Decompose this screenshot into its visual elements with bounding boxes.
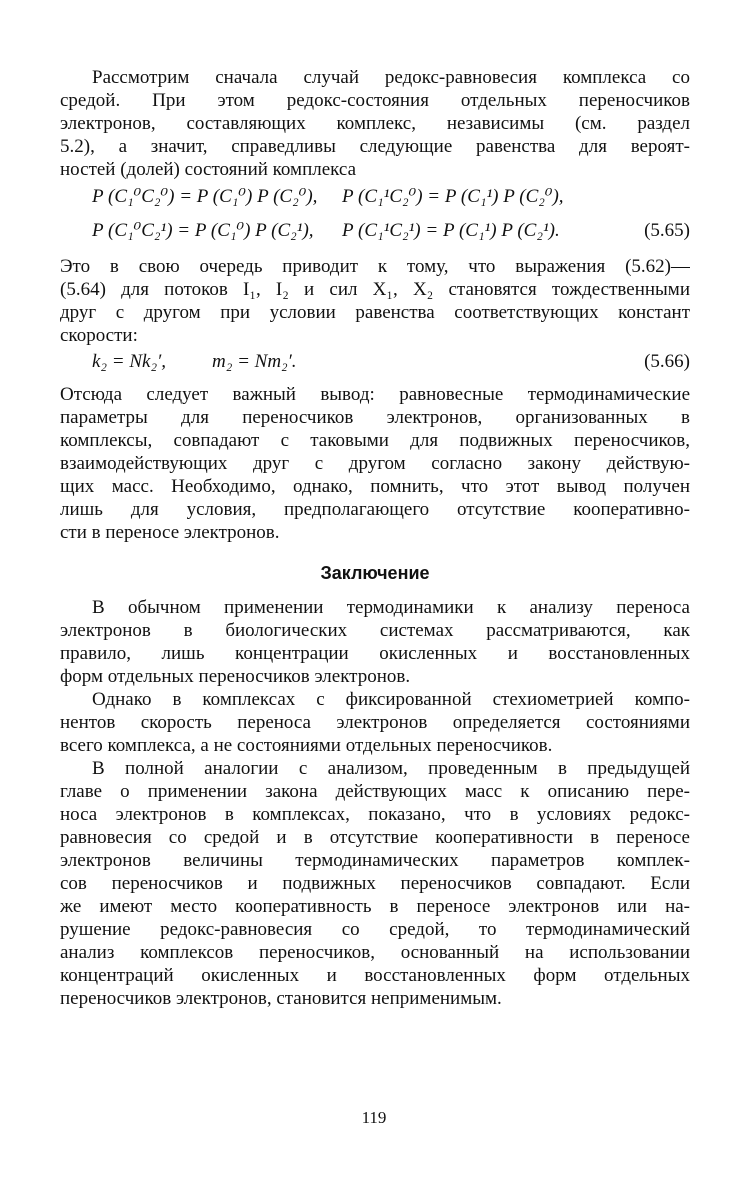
text-line: форм отдельных переносчиков электронов. [60, 666, 411, 687]
section-heading: Заключение [320, 563, 430, 583]
text-line: всего комплекса, а не состояниями отдельных переносчиков. [60, 735, 553, 756]
text-line: сов переносчиков и подвижных переносчиков совпадают. Если [60, 873, 690, 894]
text-line: параметры для переносчиков электронов, организованных в [60, 407, 690, 428]
equation-5-65-row1-left: P (C₁⁰C₂⁰) = P (C₁⁰) P (C₂⁰), [92, 186, 318, 207]
equation-5-65-row2-left: P (C₁⁰C₂¹) = P (C₁⁰) P (C₂¹), [92, 220, 314, 241]
equation-5-66-right: m₂ = Nm₂′. [212, 351, 297, 372]
text-line: Отсюда следует важный вывод: равновесные термодинамические [60, 384, 690, 405]
equation-number-5-65: (5.65) [644, 220, 690, 241]
equation-5-65-row1-right: P (C₁¹C₂⁰) = P (C₁¹) P (C₂⁰), [342, 186, 564, 207]
text-line: сти в переносе электронов. [60, 522, 280, 543]
text-line: анализ комплексов переносчиков, основанный на использовании [60, 942, 690, 963]
text-line: Однако в комплексах с фиксированной стехиометрией компо- [92, 689, 690, 710]
text-line: Это в свою очередь приводит к тому, что выражения (5.62)— [60, 256, 690, 277]
text-line: нентов скорость переноса электронов определяется состояниями [60, 712, 690, 733]
equation-5-66-left: k₂ = Nk₂′, [92, 351, 166, 372]
text-line: Рассмотрим сначала случай редокс-равновесия комплекса со [92, 67, 690, 88]
text-line: лишь для условия, предполагающего отсутствие кооперативно- [60, 499, 690, 520]
text-line: электронов, составляющих комплекс, независимы (см. раздел [60, 113, 690, 134]
text-line: главе о применении закона действующих масс к описанию пере- [60, 781, 690, 802]
text-line: же имеют место кооперативность в переносе электронов или на- [60, 896, 690, 917]
text-line: рушение редокс-равновесия со средой, то термодинамический [60, 919, 690, 940]
text-line: друг с другом при условии равенства соответствующих констант [60, 302, 690, 323]
equation-number-5-66: (5.66) [644, 351, 690, 372]
text-line: (5.64) для потоков I₁, I₂ и сил X₁, X₂ становятся тождественными [60, 279, 690, 300]
text-line: электронов величины термодинамических параметров комплек- [60, 850, 690, 871]
text-line: электронов в биологических системах рассматриваются, как [60, 620, 690, 641]
text-line: переносчиков электронов, становится неприменимым. [60, 988, 502, 1009]
text-line: В полной аналогии с анализом, проведенным в предыдущей [92, 758, 690, 779]
text-line: 5.2), а значит, справедливы следующие равенства для вероят- [60, 136, 690, 157]
text-line: скорости: [60, 325, 138, 346]
text-line: комплексы, совпадают с таковыми для подвижных переносчиков, [60, 430, 690, 451]
page-number: 119 [361, 1108, 387, 1127]
text-line: носа электронов в комплексах, показано, что в условиях редокс- [60, 804, 690, 825]
text-line: В обычном применении термодинамики к анализу переноса [92, 597, 690, 618]
text-line: ностей (долей) состояний комплекса [60, 159, 357, 180]
equation-5-65-row2-right: P (C₁¹C₂¹) = P (C₁¹) P (C₂¹). [342, 220, 560, 241]
text-line: равновесия со средой и в отсутствие кооперативности в переносе [60, 827, 690, 848]
text-line: правило, лишь концентрации окисленных и восстановленных [60, 643, 690, 664]
text-line: концентраций окисленных и восстановленных форм отдельных [60, 965, 690, 986]
text-line: щих масс. Необходимо, однако, помнить, что этот вывод получен [60, 476, 690, 497]
text-line: взаимодействующих друг с другом согласно закону действую- [60, 453, 690, 474]
text-line: средой. При этом редокс-состояния отдельных переносчиков [60, 90, 690, 111]
